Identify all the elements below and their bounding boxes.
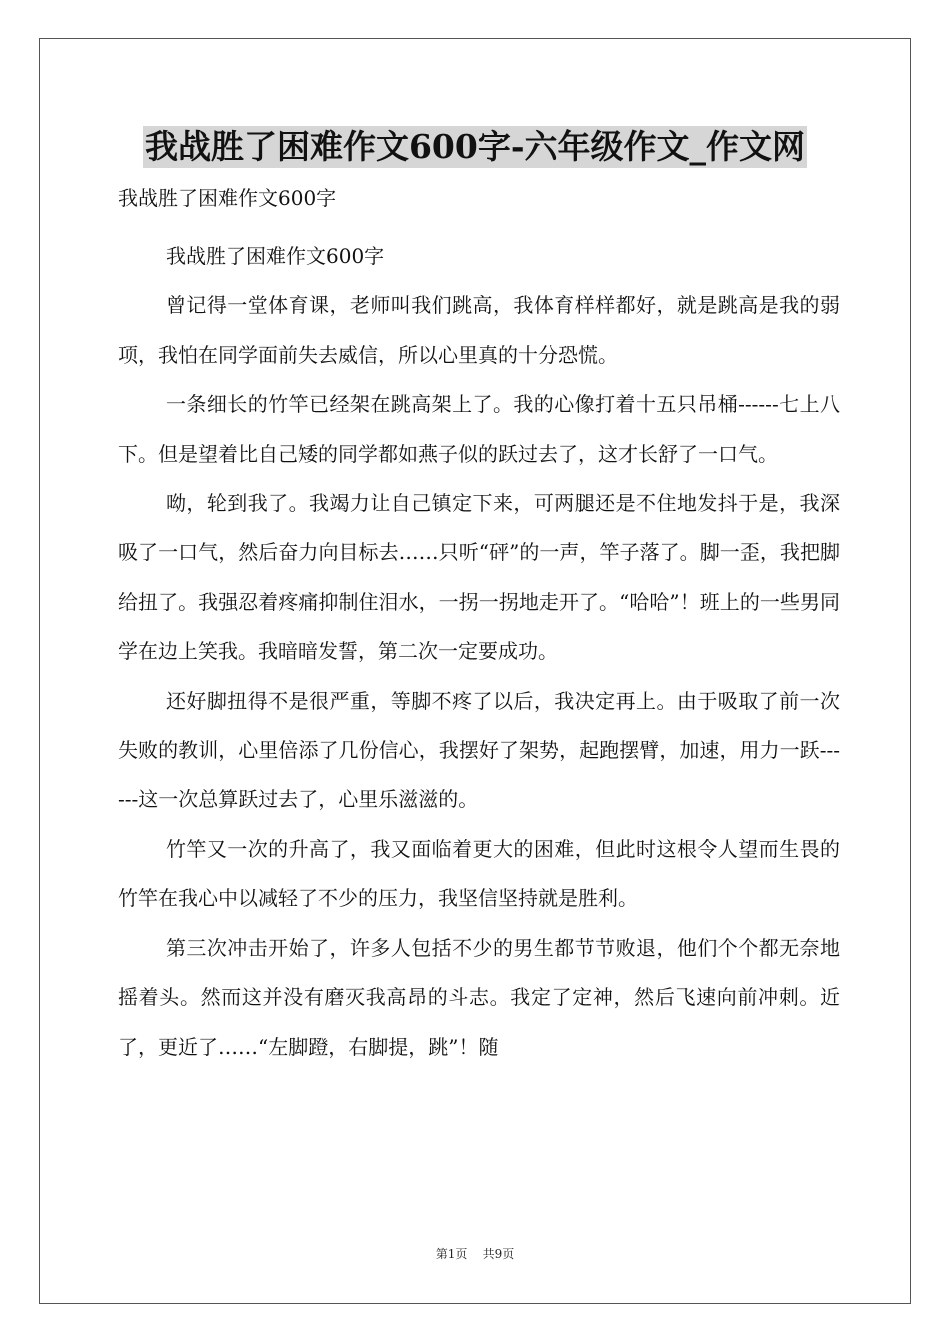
paragraph: 我战胜了困难作文600字	[166, 244, 385, 268]
page-footer	[0, 1246, 950, 1262]
paragraph: 竹竿又一次的升高了，我又面临着更大的困难，但此时这根令人望而生畏的竹竿在我心中以减轻了不少的压力，我坚信坚持就是胜利。	[118, 836, 840, 911]
document-title: 我战胜了困难作文600字-六年级作文_作文网	[144, 127, 806, 166]
paragraph: 曾记得一堂体育课，老师叫我们跳高，我体育样样都好，就是跳高是我的弱项，我怕在同学面前失去威信，所以心里真的十分恐慌。	[118, 293, 840, 367]
title-container	[0, 126, 950, 168]
paragraph: 第三次冲击开始了，许多人包括不少的男生都节节败退，他们个个都无奈地摇着头。然而这并没有磨灭我高昂的斗志。我定了定神，然后飞速向前冲刺。近了，更近了……“左脚蹬，右脚提，跳”！随	[118, 935, 840, 1059]
paragraph: 还好脚扭得不是很严重，等脚不疼了以后，我决定再上。由于吸取了前一次失败的教训，心里倍添了几份信心，我摆好了架势，起跑摆臂，加速，用力一跃------这一次总算跃过去了，心里乐滋滋的。	[118, 688, 840, 812]
document-subtitle: 我战胜了困难作文600字	[118, 186, 337, 210]
paragraph: 呦，轮到我了。我竭力让自己镇定下来，可两腿还是不住地发抖于是，我深吸了一口气，然后奋力向目标去……只听“砰”的一声，竿子落了。脚一歪，我把脚给扭了。我强忍着疼痛抑制住泪水，一拐一拐地走开了。“哈哈”！班上的一些男同学在边上笑我。我暗暗发誓，第二次一定要成功。	[118, 491, 840, 664]
paragraph: 一条细长的竹竿已经架在跳高架上了。我的心像打着十五只吊桶------七上八下。但是望着比自己矮的同学都如燕子似的跃过去了，这才长舒了一口气。	[118, 392, 840, 466]
page-number: 第1页	[435, 1247, 468, 1261]
article-body	[118, 232, 840, 1072]
page-total: 共9页	[482, 1247, 515, 1261]
